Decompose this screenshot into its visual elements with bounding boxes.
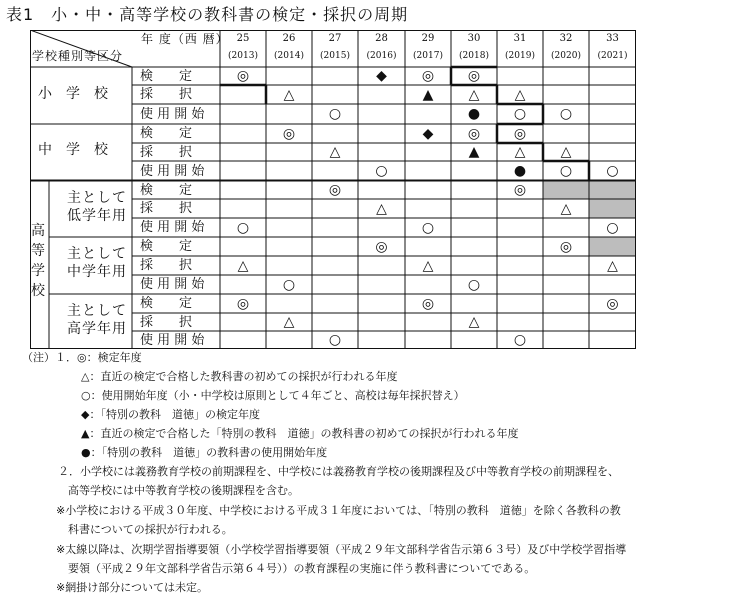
note-1-head: （注）１．◎：検定年度 <box>22 351 142 364</box>
schedule-mark: ◆ <box>376 68 387 84</box>
schedule-mark: ▲ <box>468 144 480 160</box>
lower-grade-label: 主として低学年用 <box>67 190 127 224</box>
action-label-kentei: 検 定 <box>140 126 193 141</box>
action-label-kentei: 検 定 <box>140 68 193 84</box>
action-label-kentei: 検 定 <box>140 239 193 254</box>
note-5: ※網掛け部分については未定。 <box>56 581 208 594</box>
action-label-saitaku: 採 択 <box>140 314 193 330</box>
schedule-mark: ● <box>513 163 527 179</box>
schedule-mark: ◎ <box>375 238 388 255</box>
note-1-d: ▲：直近の検定で合格した「特別の教科 道徳」の教科書の初めての採択が行われる年度 <box>81 427 519 440</box>
junior-label: 中 学 校 <box>38 142 108 158</box>
schedule-mark: △ <box>560 200 572 217</box>
action-label-kentei: 検 定 <box>140 182 193 198</box>
year-western-label: (2014) <box>274 51 304 61</box>
year-western-label: (2019) <box>505 51 535 61</box>
year-western-label: (2016) <box>366 51 397 61</box>
schedule-mark: △ <box>514 86 526 103</box>
note-2-b: 高等学校には中等教育学校の後期課程を含む。 <box>68 484 299 497</box>
schedule-mark: ○ <box>328 332 342 348</box>
schedule-mark: △ <box>560 144 572 160</box>
middle-grade-label: 主として中学年用 <box>67 246 127 280</box>
note-1-e: ●：「特別の教科 道徳」の教科書の使用開始年度 <box>81 446 328 459</box>
year-heisei-label: 32 <box>559 33 573 44</box>
schedule-mark: ◎ <box>421 68 435 84</box>
schedule-mark: ◎ <box>282 125 296 142</box>
year-header-label: 年 度（西 暦） <box>141 32 229 46</box>
schedule-mark: ○ <box>375 163 388 179</box>
category-header-label: 学校種別等区分 <box>32 49 124 63</box>
schedule-mark: △ <box>514 144 526 160</box>
action-label-shiyou: 使 用 開 始 <box>140 106 205 122</box>
year-heisei-label: 30 <box>467 33 481 44</box>
action-label-shiyou: 使 用 開 始 <box>140 277 205 292</box>
schedule-mark: △ <box>283 314 295 330</box>
schedule-mark: ◎ <box>606 295 619 312</box>
schedule-mark: ● <box>467 106 481 122</box>
year-heisei-label: 29 <box>421 33 435 44</box>
year-western-label: (2021) <box>597 51 628 61</box>
schedule-mark: ○ <box>236 219 250 236</box>
elementary-label: 小 学 校 <box>38 86 108 102</box>
year-western-label: (2015) <box>320 51 350 61</box>
note-1-b: ○：使用開始年度（小・中学校は原則として４年ごと、高校は毎年採択替え） <box>81 389 465 402</box>
action-label-saitaku: 採 択 <box>140 201 193 216</box>
year-heisei-label: 26 <box>282 33 296 44</box>
schedule-mark: ○ <box>606 163 619 179</box>
schedule-mark: △ <box>237 257 249 274</box>
note-3-a: ※小学校における平成３０年度、中学校における平成３１年度においては、「特別の教科 道徳」を除く各教科の教 <box>56 504 621 517</box>
action-label-saitaku: 採 択 <box>140 258 193 273</box>
schedule-mark: ○ <box>282 276 296 293</box>
year-western-label: (2018) <box>459 51 489 61</box>
year-western-label: (2013) <box>228 51 258 61</box>
action-label-shiyou: 使 用 開 始 <box>140 220 205 235</box>
schedule-mark: ◎ <box>236 68 250 84</box>
note-1-c: ◆：「特別の教科 道徳」の検定年度 <box>81 408 260 421</box>
schedule-mark: △ <box>468 314 480 330</box>
schedule-mark: ◎ <box>467 68 481 84</box>
schedule-mark: △ <box>283 86 295 103</box>
schedule-mark: ◎ <box>236 295 250 312</box>
action-label-saitaku: 採 択 <box>140 144 193 160</box>
schedule-mark: ◎ <box>467 125 481 142</box>
year-heisei-label: 33 <box>606 33 619 44</box>
schedule-mark: △ <box>468 86 480 103</box>
schedule-mark: △ <box>376 200 387 217</box>
year-heisei-label: 27 <box>328 33 342 44</box>
note-4-a: ※太線以降は、次期学習指導要領（小学校学習指導要領（平成２９年文部科学省告示第６３号）及び中学校学習指導 <box>56 543 627 556</box>
undetermined-cell <box>543 181 589 199</box>
schedule-mark: ◎ <box>328 182 342 198</box>
schedule-mark: ◎ <box>513 125 527 142</box>
year-western-label: (2017) <box>413 51 443 61</box>
action-label-shiyou: 使 用 開 始 <box>140 332 205 348</box>
undetermined-cell <box>589 181 636 199</box>
note-4-b: 要領（平成２９年文部科学省告示第６４号））の教育課程の実施に伴う教科書についてである。 <box>68 562 536 575</box>
note-1-a: △：直近の検定で合格した教科書の初めての採択が行われる年度 <box>81 370 398 383</box>
schedule-mark: ◎ <box>559 238 573 255</box>
schedule-mark: ◆ <box>422 125 434 142</box>
schedule-mark: ◎ <box>513 182 527 198</box>
schedule-mark: ○ <box>513 332 527 348</box>
schedule-mark: ○ <box>328 106 342 122</box>
schedule-mark: ○ <box>559 163 573 179</box>
schedule-mark: ○ <box>513 106 527 122</box>
schedule-mark: ○ <box>467 276 481 293</box>
schedule-mark: ◎ <box>421 295 435 312</box>
action-label-shiyou: 使 用 開 始 <box>140 163 205 179</box>
note-2-a: ２．小学校には義務教育学校の前期課程を、中学校には義務教育学校の後期課程及び中等教育学校の前期課程を、 <box>58 465 619 478</box>
upper-grade-label: 主として高学年用 <box>67 303 127 337</box>
undetermined-cell <box>589 237 636 256</box>
undetermined-cell <box>589 199 636 218</box>
action-label-kentei: 検 定 <box>140 296 193 311</box>
year-heisei-label: 31 <box>513 33 527 44</box>
action-label-saitaku: 採 択 <box>140 87 193 102</box>
schedule-mark: △ <box>607 257 618 274</box>
year-western-label: (2020) <box>551 51 581 61</box>
schedule-mark: ○ <box>606 219 619 236</box>
year-heisei-label: 25 <box>236 33 250 44</box>
schedule-table <box>30 30 636 349</box>
schedule-mark: △ <box>329 144 341 160</box>
schedule-mark: ▲ <box>422 86 434 103</box>
schedule-mark: △ <box>422 257 434 274</box>
year-heisei-label: 28 <box>375 33 388 44</box>
schedule-mark: ○ <box>559 106 573 122</box>
schedule-mark: ○ <box>421 219 435 236</box>
note-3-b: 科書についての採択が行われる。 <box>68 523 233 536</box>
table-title: 表1 小・中・高等学校の教科書の検定・採択の周期 <box>6 5 409 24</box>
high-school-label: 高等学校 <box>31 223 45 299</box>
